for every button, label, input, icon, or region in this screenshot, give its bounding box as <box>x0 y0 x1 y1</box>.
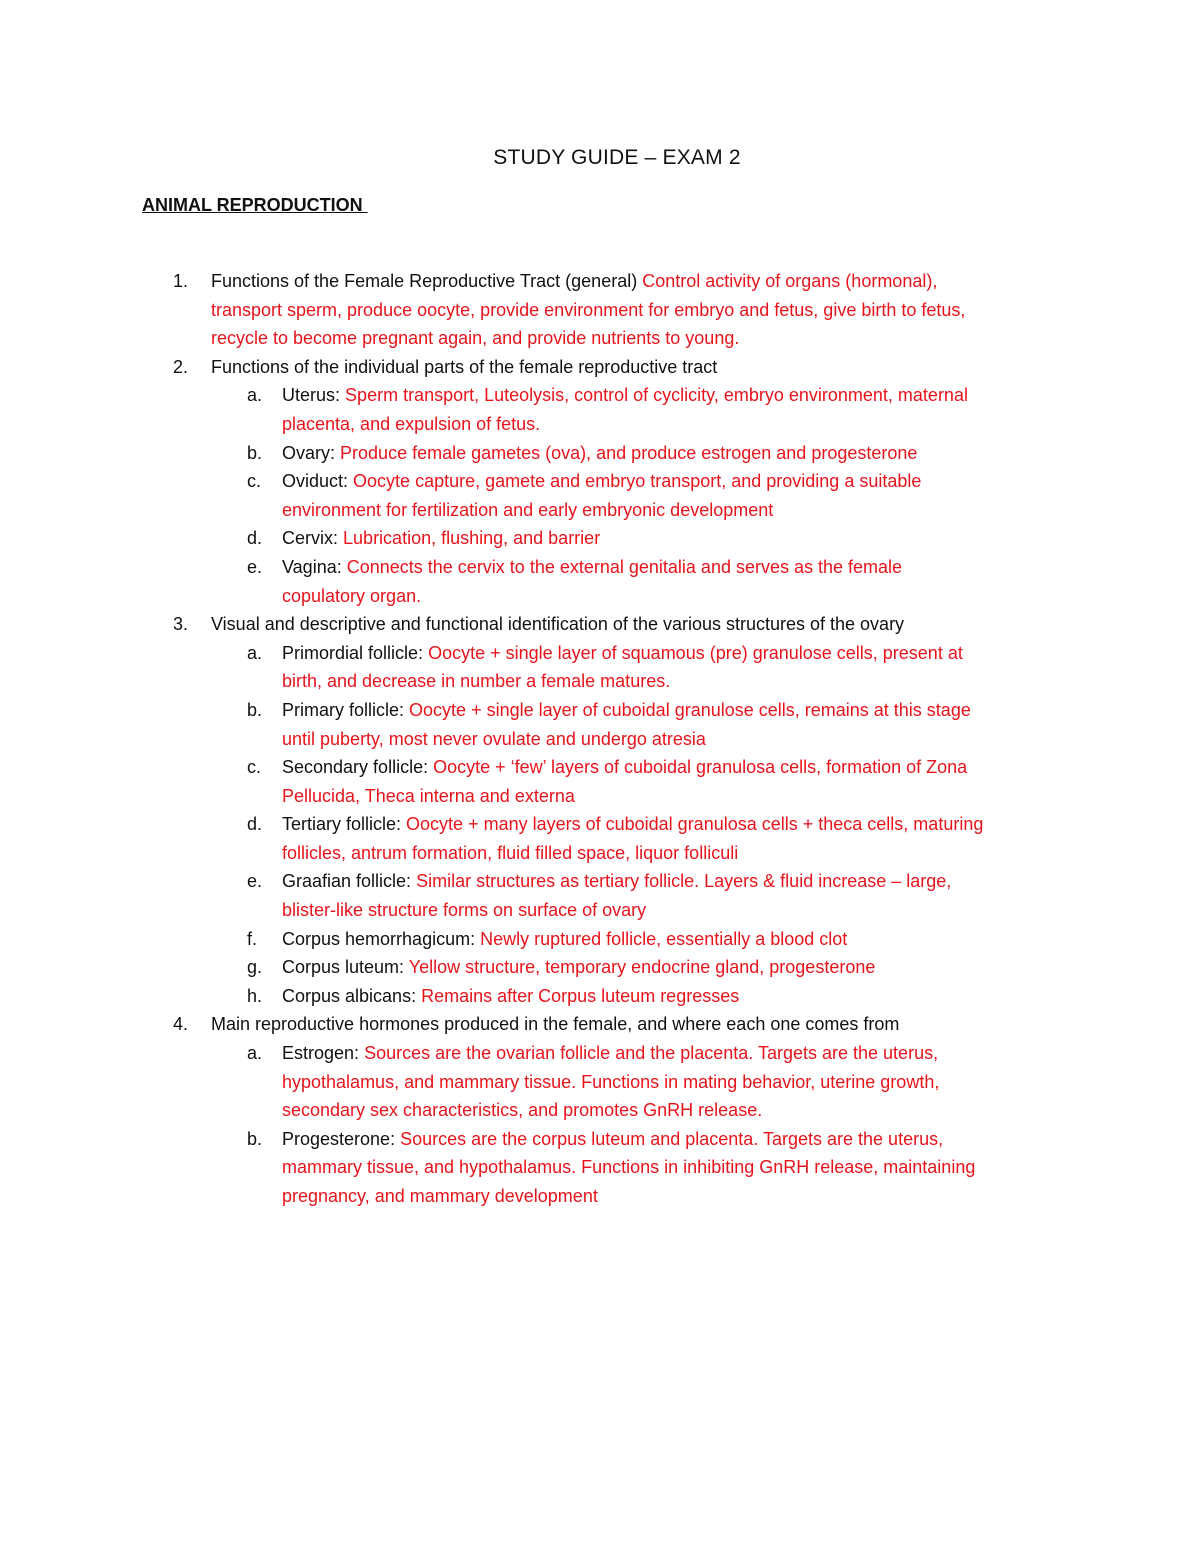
sub-item-answer: Similar structures as tertiary follicle. Layers & fluid increase – large, <box>416 871 952 892</box>
sub-item-label: Corpus luteum: <box>282 957 405 978</box>
sub-item-text <box>282 982 739 1011</box>
sub-item-text <box>282 867 951 896</box>
sub-item-text <box>282 925 847 954</box>
sub-list-item <box>0 1039 1200 1068</box>
sub-item-answer: Lubrication, flushing, and barrier <box>343 528 601 549</box>
sub-item-label: Uterus: <box>282 385 341 406</box>
sub-item-letter: h. <box>247 985 263 1006</box>
sub-item-letter: g. <box>247 957 263 978</box>
item-label: Main reproductive hormones produced in the female, and where each one comes from <box>211 1014 900 1035</box>
sub-item-answer: Yellow structure, temporary endocrine gland, progesterone <box>408 957 876 978</box>
sub-item-letter: e. <box>247 556 263 577</box>
sub-item-label: Graafian follicle: <box>282 871 412 892</box>
sub-list-item <box>0 639 1200 668</box>
sub-item-label: Oviduct: <box>282 471 349 492</box>
sub-item-letter: a. <box>247 385 263 406</box>
sub-item-text <box>282 439 917 468</box>
sub-list-item <box>0 810 1200 839</box>
sub-item-answer: secondary sex characteristics, and promotes GnRH release. <box>282 1100 763 1121</box>
list-item <box>0 267 1200 296</box>
sub-item-answer: Sources are the ovarian follicle and the placenta. Targets are the uterus, <box>364 1043 939 1064</box>
sub-item-letter: c. <box>247 471 262 492</box>
sub-list-item <box>0 1125 1200 1154</box>
sub-item-text <box>282 381 968 410</box>
sub-list-item-continuation <box>0 582 1200 611</box>
sub-list-item-continuation <box>0 410 1200 439</box>
sub-list-item-continuation <box>0 839 1200 868</box>
sub-item-label: Ovary: <box>282 442 336 463</box>
sub-item-letter: e. <box>247 871 263 892</box>
list-item <box>0 353 1200 382</box>
sub-list-item-continuation <box>0 782 1200 811</box>
sub-item-answer: blister-like structure forms on surface of ovary <box>282 900 647 921</box>
list-item-continuation <box>0 324 1200 353</box>
sub-item-answer: Pellucida, Theca interna and externa <box>282 785 575 806</box>
sub-item-letter: a. <box>247 1043 263 1064</box>
sub-list-item <box>0 381 1200 410</box>
sub-item-answer: until puberty, most never ovulate and undergo atresia <box>282 728 706 749</box>
sub-item-label: Corpus hemorrhagicum: <box>282 928 476 949</box>
sub-item-text <box>282 639 963 668</box>
list-item-number: 2. <box>173 356 189 377</box>
list-item-number: 4. <box>173 1014 189 1035</box>
sub-item-answer: hypothalamus, and mammary tissue. Functions in mating behavior, uterine growth, <box>282 1071 940 1092</box>
item-label: Visual and descriptive and functional identification of the various structures of the ovary <box>211 614 905 635</box>
sub-item-answer: copulatory organ. <box>282 585 422 606</box>
sub-item-answer: pregnancy, and mammary development <box>282 1186 598 1206</box>
sub-item-letter: b. <box>247 1128 263 1149</box>
list-item-text <box>211 610 904 639</box>
sub-list-item <box>0 753 1200 782</box>
sub-list-item <box>0 524 1200 553</box>
list-item-text <box>211 1010 899 1039</box>
sub-item-label: Cervix: <box>282 528 339 549</box>
list-item-text <box>211 267 937 296</box>
sub-list-item <box>0 696 1200 725</box>
sub-item-text <box>282 953 875 982</box>
sub-item-letter: b. <box>247 442 263 463</box>
sub-list-item-continuation <box>0 896 1200 925</box>
sub-item-answer: Produce female gametes (ova), and produce estrogen and progesterone <box>340 442 918 463</box>
sub-item-answer: Oocyte + single layer of squamous (pre) granulose cells, present at <box>428 642 963 663</box>
sub-list-item-continuation <box>0 496 1200 525</box>
sub-item-answer: Oocyte capture, gamete and embryo transport, and providing a suitable <box>353 471 922 492</box>
list-item <box>0 1010 1200 1039</box>
sub-list-item <box>0 953 1200 982</box>
sub-item-letter: d. <box>247 528 263 549</box>
sub-list-item-continuation <box>0 725 1200 754</box>
sub-item-answer: Connects the cervix to the external genitalia and serves as the female <box>346 556 903 577</box>
sub-list-item-continuation <box>0 1096 1200 1125</box>
sub-item-answer: Sperm transport, Luteolysis, control of cyclicity, embryo environment, maternal <box>345 385 968 406</box>
sub-list-item-continuation <box>0 1068 1200 1097</box>
sub-item-text <box>282 696 971 725</box>
sub-list-item <box>0 982 1200 1011</box>
item-answer: transport sperm, produce oocyte, provide environment for embryo and fetus, give birth to fetus, <box>211 299 966 320</box>
sub-item-label: Primary follicle: <box>282 699 405 720</box>
sub-item-letter: b. <box>247 699 263 720</box>
sub-item-text <box>282 524 600 553</box>
list-item <box>0 610 1200 639</box>
sub-item-answer: Oocyte + many layers of cuboidal granulosa cells + theca cells, maturing <box>406 814 984 835</box>
sub-list-item <box>0 867 1200 896</box>
sub-item-answer: Sources are the corpus luteum and placenta. Targets are the uterus, <box>400 1128 944 1149</box>
sub-item-label: Secondary follicle: <box>282 757 429 778</box>
sub-item-label: Progesterone: <box>282 1128 396 1149</box>
sub-item-text <box>282 467 921 496</box>
sub-item-answer: placenta, and expulsion of fetus. <box>282 413 541 434</box>
sub-item-text <box>282 753 967 782</box>
sub-item-label: Tertiary follicle: <box>282 814 402 835</box>
sub-item-label: Corpus albicans: <box>282 985 417 1006</box>
list-item-number: 3. <box>173 614 189 635</box>
sub-list-item-continuation <box>0 1153 1200 1182</box>
sub-item-answer: follicles, antrum formation, fluid filled space, liquor folliculi <box>282 842 739 863</box>
item-label: Functions of the individual parts of the female reproductive tract <box>211 356 718 377</box>
sub-list-item <box>0 553 1200 582</box>
sub-item-label: Estrogen: <box>282 1043 360 1064</box>
sub-list-item-continuation <box>0 667 1200 696</box>
item-answer: recycle to become pregnant again, and provide nutrients to young. <box>211 328 740 349</box>
sub-item-label: Vagina: <box>282 556 342 577</box>
sub-item-text <box>282 1039 938 1068</box>
document-title: STUDY GUIDE – EXAM 2 <box>493 146 741 169</box>
sub-item-text <box>282 553 902 582</box>
item-answer: Control activity of organs (hormonal), <box>642 271 938 291</box>
numbered-list <box>0 267 1200 1211</box>
list-item-continuation <box>0 296 1200 325</box>
sub-item-text <box>282 810 983 839</box>
sub-list-item-continuation <box>0 1182 1200 1211</box>
sub-item-answer: Oocyte + single layer of cuboidal granulose cells, remains at this stage <box>409 699 971 720</box>
sub-list-item <box>0 467 1200 496</box>
sub-list-item <box>0 439 1200 468</box>
sub-item-letter: a. <box>247 642 263 663</box>
section-heading: ANIMAL REPRODUCTION <box>142 195 368 215</box>
list-item-text <box>211 353 717 382</box>
sub-item-answer: mammary tissue, and hypothalamus. Functions in inhibiting GnRH release, maintaining <box>282 1157 976 1178</box>
sub-item-label: Primordial follicle: <box>282 642 424 663</box>
sub-item-answer: Newly ruptured follicle, essentially a blood clot <box>480 928 848 949</box>
sub-item-text <box>282 1125 943 1154</box>
sub-item-answer: birth, and decrease in number a female matures. <box>282 671 671 692</box>
list-item-number: 1. <box>173 271 189 291</box>
sub-list-item <box>0 925 1200 954</box>
sub-item-answer: environment for fertilization and early embryonic development <box>282 499 774 520</box>
sub-item-answer: Remains after Corpus luteum regresses <box>421 985 740 1006</box>
sub-item-answer: Oocyte + ‘few’ layers of cuboidal granulosa cells, formation of Zona <box>433 757 968 778</box>
sub-item-letter: f. <box>247 928 258 949</box>
sub-item-letter: d. <box>247 814 263 835</box>
item-label: Functions of the Female Reproductive Tract (general) <box>211 271 638 291</box>
sub-item-letter: c. <box>247 757 262 778</box>
